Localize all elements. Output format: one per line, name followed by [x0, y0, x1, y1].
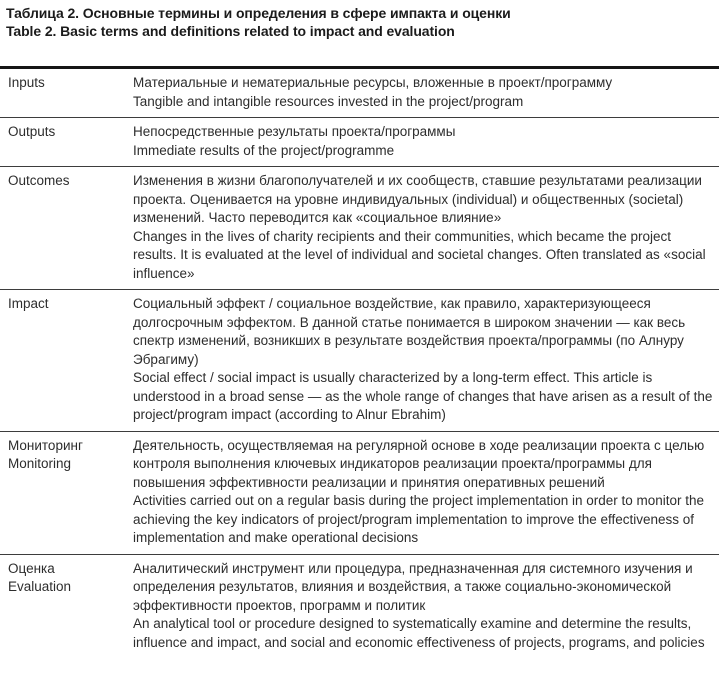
table-caption	[6, 5, 711, 40]
term-label-secondary: Monitoring	[8, 456, 72, 471]
term-cell	[0, 74, 133, 111]
definition-ru: Непосредственные результаты проекта/программы	[133, 124, 456, 139]
term-label: Inputs	[8, 75, 45, 90]
table-caption-ru: Таблица 2. Основные термины и определения в сфере импакта и оценки	[6, 5, 511, 21]
terms-definitions-table	[0, 66, 719, 658]
definition-en: An analytical tool or procedure designed to systematically examine and determine the results, influence and impact, and social and economic effectiveness of projects, programs, and policies	[133, 616, 705, 650]
table-row-evaluation	[0, 555, 719, 659]
definition-en: Tangible and intangible resources invested in the project/program	[133, 93, 524, 109]
table-row-outcomes	[0, 167, 719, 290]
definition-en: Social effect / social impact is usually characterized by a long-term effect. This article is understood in a broad sense — as the whole range of changes that have arisen as a result of the project/program impact (according to Alnur Ebrahim)	[133, 370, 713, 422]
term-label: Outcomes	[8, 173, 70, 188]
definition-ru: Аналитический инструмент или процедура, предназначенная для системного изучения и определения результатов, влияния и воздействия, а также социально-экономической эффективности проектов, программ и политик	[133, 560, 693, 613]
definition-cell	[133, 123, 719, 160]
term-label: Outputs	[8, 124, 56, 139]
definition-ru: Социальный эффект / социальное воздействие, как правило, характеризующееся долгосрочным эффектом. В данной статье понимается в широком значении — как весь спектр изменений, возникших в результате воздействия проекта/программы (по Алнуру Эбрагиму)	[133, 296, 686, 367]
definition-ru: Деятельность, осуществляемая на регулярной основе в ходе реализации проекта с целью контроля выполнения ключевых индикаторов реализации проекта/программы для повышения эффективности реализации и принятия оперативных решений	[133, 437, 705, 490]
term-label: Оценка	[8, 560, 55, 576]
term-label: Impact	[8, 296, 49, 311]
table-row-outputs	[0, 118, 719, 167]
definition-ru: Изменения в жизни благополучателей и их сообществ, ставшие результатами реализации проекта. Оценивается на уровне индивидуальных (individual) и общественных (societal) изменений. Часто переводится как «социальное влияние»	[133, 173, 702, 225]
definition-ru: Материальные и нематериальные ресурсы, вложенные в проект/программу	[133, 75, 613, 90]
term-label: Мониторинг	[8, 437, 83, 453]
term-cell	[0, 123, 133, 160]
definition-en: Changes in the lives of charity recipients and their communities, which became the project results. It is evaluated at the level of individual and societal changes. Often translated as «social influence»	[133, 228, 706, 281]
table-row-impact	[0, 290, 719, 432]
term-cell	[0, 172, 133, 283]
table-row-inputs	[0, 69, 719, 118]
definition-cell	[133, 295, 719, 425]
definition-cell	[133, 172, 719, 283]
table-row-monitoring	[0, 432, 719, 555]
definition-cell	[133, 437, 719, 548]
definition-cell	[133, 74, 719, 111]
definition-en: Activities carried out on a regular basis during the project implementation in order to monitor the achieving the key indicators of project/program implementation to improve the effectiveness of implementation and make operational decisions	[133, 493, 705, 545]
term-label-secondary: Evaluation	[8, 579, 72, 594]
definition-cell	[133, 560, 719, 653]
term-cell	[0, 295, 133, 425]
term-cell	[0, 437, 133, 548]
definition-en: Immediate results of the project/programme	[133, 142, 395, 158]
term-cell	[0, 560, 133, 653]
table-caption-en: Table 2. Basic terms and definitions related to impact and evaluation	[6, 22, 455, 39]
